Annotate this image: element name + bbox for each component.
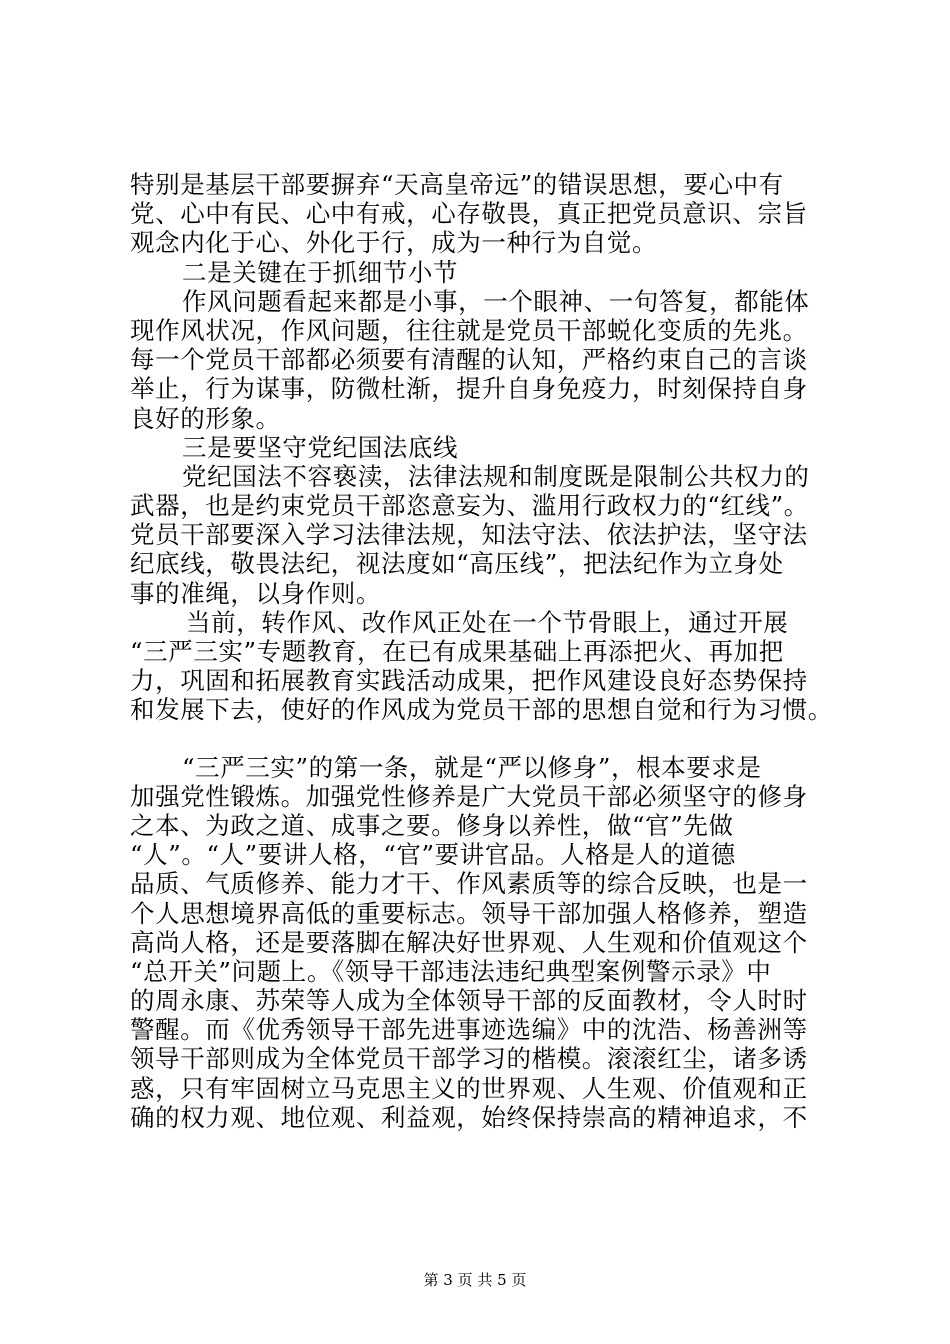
text-line: 力，巩固和拓展教育实践活动成果，把作风建设良好态势保持	[130, 666, 808, 696]
text-line: 党员干部要深入学习法律法规，知法守法、依法护法，坚守法	[130, 520, 808, 550]
paragraph-spacer	[130, 725, 830, 753]
text-line: 当前，转作风、改作风正处在一个节骨眼上，通过开展	[186, 607, 789, 637]
text-line: 加强党性锻炼。加强党性修养是广大党员干部必须坚守的修身	[130, 781, 808, 811]
text-line: 确的权力观、地位观、利益观，始终保持崇高的精神追求，不	[130, 1102, 808, 1132]
text-line: 党纪国法不容亵渎，法律法规和制度既是限制公共权力的	[182, 461, 810, 491]
text-line: “人”。“人”要讲人格，“官”要讲官品。人格是人的道德	[130, 840, 736, 870]
section-heading: 三是要坚守党纪国法底线	[182, 432, 459, 462]
text-line: 作风问题看起来都是小事，一个眼神、一句答复，都能体	[182, 286, 810, 316]
text-line: 举止，行为谋事，防微杜渐，提升自身免疫力，时刻保持自身	[130, 374, 808, 404]
text-line: 和发展下去，使好的作风成为党员干部的思想自觉和行为习惯。	[130, 695, 833, 725]
text-line: 每一个党员干部都必须要有清醒的认知，严格约束自己的言谈	[130, 345, 808, 375]
text-line: 特别是基层干部要摒弃“天高皇帝远”的错误思想，要心中有	[130, 170, 784, 199]
document-body	[130, 170, 833, 1132]
text-line: 高尚人格，还是要落脚在解决好世界观、人生观和价值观这个	[130, 927, 808, 957]
text-line: 现作风状况，作风问题，往往就是党员干部蜕化变质的先兆。	[130, 315, 808, 345]
text-line: “总开关”问题上。《领导干部违法违纪典型案例警示录》中	[130, 956, 772, 986]
text-line: 观念内化于心、外化于行，成为一种行为自觉。	[130, 228, 658, 258]
text-line: 良好的形象。	[130, 403, 281, 433]
text-line: 党、心中有民、心中有戒，心存敬畏，真正把党员意识、宗旨	[130, 199, 808, 229]
text-line: 事的准绳，以身作则。	[130, 578, 381, 608]
text-line: 品质、气质修养、能力才干、作风素质等的综合反映，也是一	[130, 869, 808, 899]
text-line: 警醒。而《优秀领导干部先进事迹选编》中的沈浩、杨善洲等	[130, 1015, 808, 1045]
text-line: 惑，只有牢固树立马克思主义的世界观、人生观、价值观和正	[130, 1073, 808, 1103]
text-line: 的周永康、苏荣等人成为全体领导干部的反面教材，令人时时	[130, 986, 808, 1016]
page-number-footer: 第 3 页 共 5 页	[423, 1271, 527, 1289]
text-line: 武器，也是约束党员干部恣意妄为、滥用行政权力的“红线”。	[130, 491, 809, 521]
text-line: 之本、为政之道、成事之要。修身以养性，做“官”先做	[130, 810, 734, 840]
text-line: 领导干部则成为全体党员干部学习的楷模。滚滚红尘，诸多诱	[130, 1044, 808, 1074]
text-line: 纪底线，敬畏法纪，视法度如“高压线”，把法纪作为立身处	[130, 549, 784, 579]
text-line: 个人思想境界高低的重要标志。领导干部加强人格修养，塑造	[130, 898, 808, 928]
section-heading: 二是关键在于抓细节小节	[182, 257, 459, 287]
text-line: “三严三实”专题教育，在已有成果基础上再添把火、再加把	[130, 637, 784, 666]
text-line: “三严三实”的第一条，就是“严以修身”，根本要求是	[182, 752, 762, 782]
